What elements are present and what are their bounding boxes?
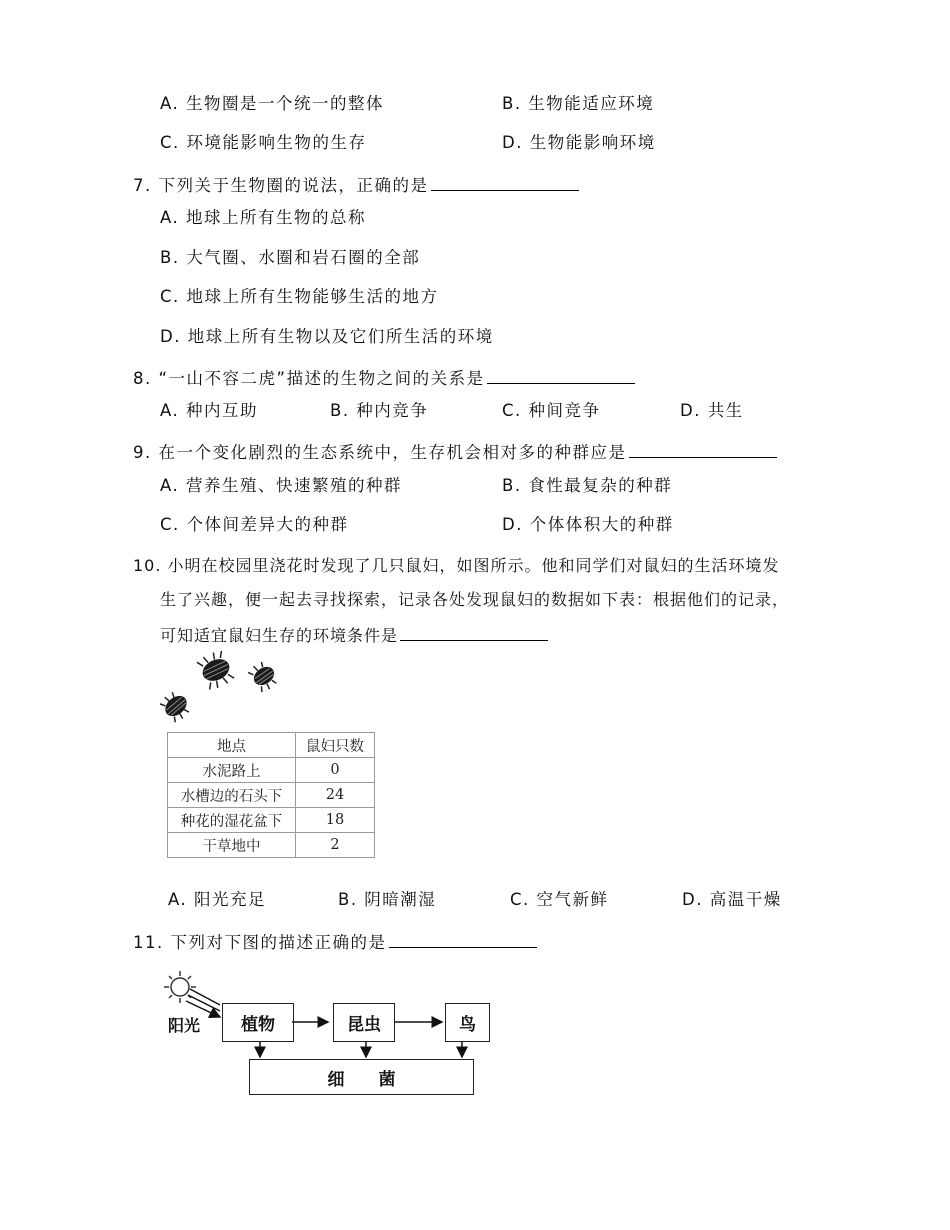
q7-stem-line xyxy=(133,174,579,197)
q10-option-c: C. 空气新鲜 xyxy=(510,890,609,909)
table-cell-location: 水泥路上 xyxy=(168,758,296,783)
q9-option-c: C. 个体间差异大的种群 xyxy=(160,515,349,534)
sunlight-arrows xyxy=(186,989,220,1017)
q9-stem: 9. 在一个变化剧烈的生态系统中，生存机会相对多的种群应是 xyxy=(133,443,627,462)
q10-option-d: D. 高温干燥 xyxy=(682,890,782,909)
q7-answer-blank[interactable] xyxy=(431,174,579,191)
q8-option-c: C. 种间竞争 xyxy=(502,401,601,420)
q8-stem: 8. “一山不容二虎”描述的生物之间的关系是 xyxy=(133,369,485,388)
table-row xyxy=(168,783,375,808)
q9-answer-blank[interactable] xyxy=(629,441,777,458)
q6-option-a: A. 生物圈是一个统一的整体 xyxy=(160,94,384,113)
table-row xyxy=(168,808,375,833)
bacteria-box: 细 菌 xyxy=(249,1059,474,1095)
table-cell-count: 24 xyxy=(296,783,375,808)
table-cell-location: 种花的湿花盆下 xyxy=(168,808,296,833)
bird-box: 鸟 xyxy=(445,1003,490,1042)
q10-answer-blank[interactable] xyxy=(400,624,548,641)
q10-option-a: A. 阳光充足 xyxy=(168,890,266,909)
table-header-count: 鼠妇只数 xyxy=(296,733,375,758)
q9-option-b: B. 食性最复杂的种群 xyxy=(502,476,673,495)
table-cell-location: 干草地中 xyxy=(168,833,296,858)
table-header-location: 地点 xyxy=(168,733,296,758)
q10-stem-line2: 生了兴趣，便一起去寻找探索，记录各处发现鼠妇的数据如下表：根据他们的记录， xyxy=(160,590,790,609)
table-cell-count: 2 xyxy=(296,833,375,858)
sun-icon xyxy=(164,971,196,1003)
q7-option-d: D. 地球上所有生物以及它们所生活的环境 xyxy=(160,327,494,346)
sunlight-label: 阳光 xyxy=(168,1016,201,1035)
table-cell-count: 0 xyxy=(296,758,375,783)
q9-option-a: A. 营养生殖、快速繁殖的种群 xyxy=(160,476,402,495)
q11-answer-blank[interactable] xyxy=(389,931,537,948)
table-row xyxy=(168,758,375,783)
q10-stem: 可知适宜鼠妇生存的环境条件是 xyxy=(160,626,399,645)
q10-option-b: B. 阴暗潮湿 xyxy=(338,890,437,909)
q8-option-a: A. 种内互助 xyxy=(160,401,258,420)
q7-stem: 7. 下列关于生物圈的说法，正确的是 xyxy=(133,176,429,195)
q11-stem-line xyxy=(133,931,537,954)
woodlice-illustration xyxy=(160,650,285,725)
table-cell-location: 水槽边的石头下 xyxy=(168,783,296,808)
q9-option-d: D. 个体体积大的种群 xyxy=(502,515,674,534)
q11-stem: 11. 下列对下图的描述正确的是 xyxy=(133,933,387,952)
woodlouse-icon xyxy=(247,658,281,694)
q6-option-c: C. 环境能影响生物的生存 xyxy=(160,133,367,152)
q7-option-a: A. 地球上所有生物的总称 xyxy=(160,208,366,227)
q10-stem-line1: 10. 小明在校园里浇花时发现了几只鼠妇，如图所示。他和同学们对鼠妇的生活环境发 xyxy=(133,556,780,575)
q7-option-c: C. 地球上所有生物能够生活的地方 xyxy=(160,287,439,306)
table-cell-count: 18 xyxy=(296,808,375,833)
q8-option-d: D. 共生 xyxy=(680,401,744,420)
plant-box: 植物 xyxy=(222,1003,294,1042)
woodlouse-icon xyxy=(196,650,236,691)
insect-box: 昆虫 xyxy=(333,1003,395,1042)
q7-option-b: B. 大气圈、水圈和岩石圈的全部 xyxy=(160,248,421,267)
q6-option-d: D. 生物能影响环境 xyxy=(502,133,656,152)
q9-stem-line xyxy=(133,441,777,464)
q8-answer-blank[interactable] xyxy=(487,367,635,384)
q6-option-b: B. 生物能适应环境 xyxy=(502,94,655,113)
table-header-row xyxy=(168,733,375,758)
woodlice-count-table xyxy=(167,732,375,858)
q8-option-b: B. 种内竞争 xyxy=(330,401,429,420)
woodlouse-icon xyxy=(160,688,194,725)
table-row xyxy=(168,833,375,858)
q10-stem-line3 xyxy=(160,624,548,647)
q8-stem-line xyxy=(133,367,635,390)
